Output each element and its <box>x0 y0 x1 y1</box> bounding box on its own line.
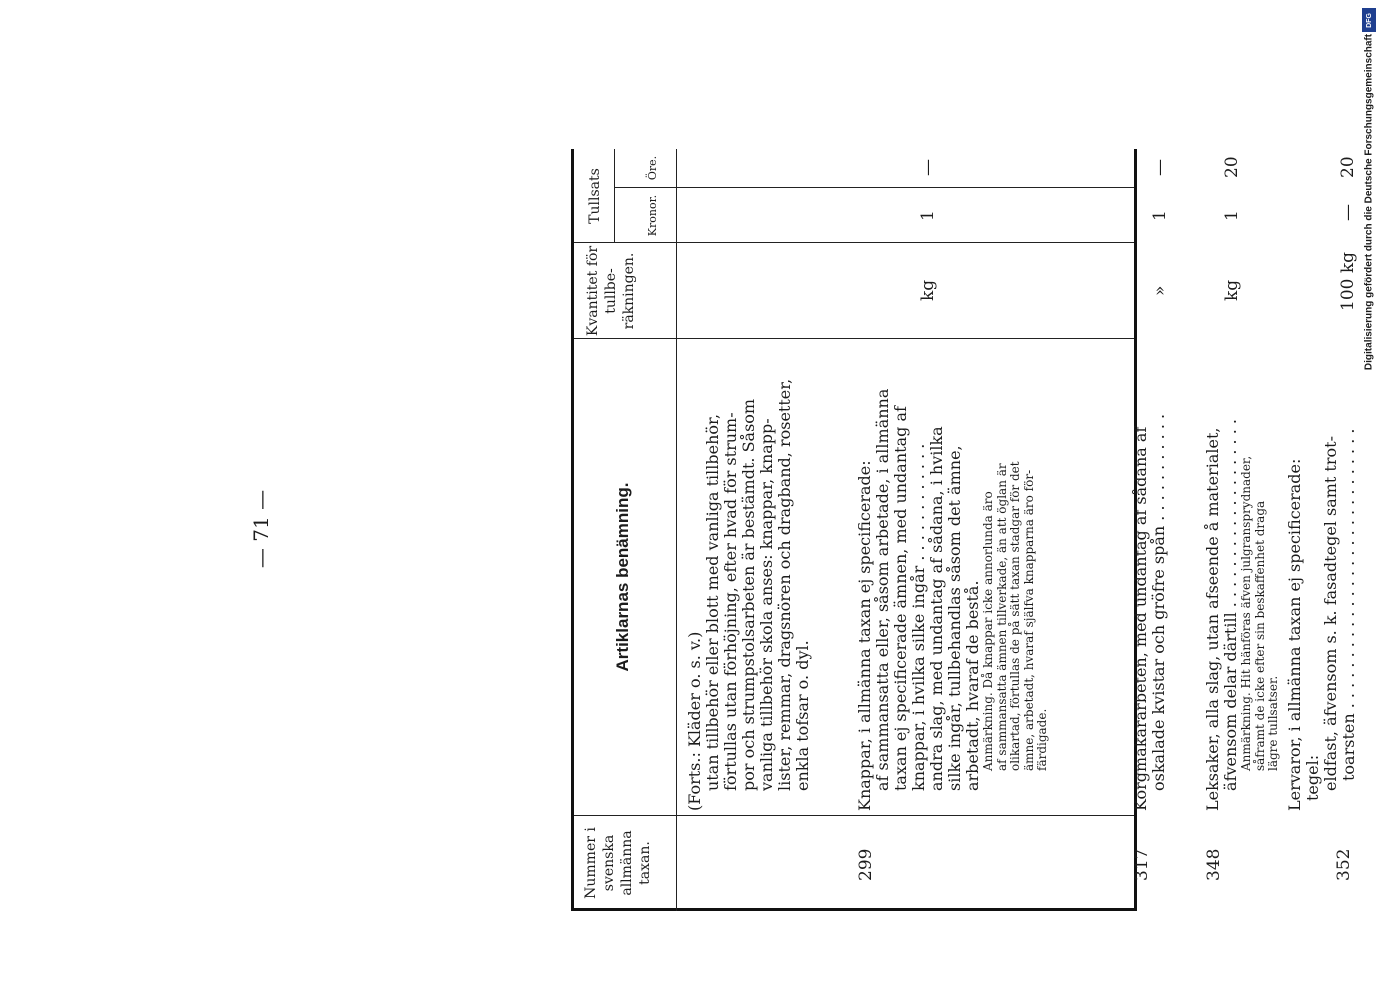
text-line: äfvensom delar därtill . . . . . . . . . . . . . . . . . . . <box>1221 419 1240 791</box>
header-quantity: Kvantitet för tullbe- räkningen. <box>585 245 637 337</box>
text-line: eldfast, äfvensom s. k. fasadtegel samt trot- <box>1321 436 1340 791</box>
text-line: Knappar, i allmänna taxan ej specificerade: <box>855 460 874 811</box>
note-line: Anmärkning. Hit hänföras äfven julgransprydnader, <box>1239 455 1253 771</box>
unit-317: » <box>1150 285 1170 296</box>
row-317 <box>1132 351 1168 811</box>
row-348 <box>1204 351 1281 811</box>
text-line: silke ingår, tullbehandlas såsom det ämne, <box>945 445 964 791</box>
text-line: arbetadt, hvaraf de bestå. <box>963 580 982 791</box>
funding-sidebar <box>1362 8 1376 396</box>
row-number-348: 348 <box>1204 848 1224 881</box>
ore-352: 20 <box>1338 156 1358 178</box>
kronor-348: 1 <box>1222 210 1242 221</box>
row-number-299: 299 <box>856 848 876 881</box>
kronor-299: 1 <box>918 210 938 221</box>
header-article: Artiklarnas benämning. <box>613 482 632 672</box>
note-line: lägre tullsatser. <box>1266 675 1280 771</box>
text-line: oskalade kvistar och gröfre spån . . . . . . . . . . . <box>1149 413 1168 791</box>
header-ore: Öre. <box>646 155 659 181</box>
text-line: af sammansatta eller, såsom arbetade, i allmänna <box>873 388 892 791</box>
text-line: Lervaror, i allmänna taxan ej specificerade: <box>1285 458 1304 811</box>
note-line: ämne, arbetadt, hvaraf själfva knapparna äro för- <box>1021 469 1036 771</box>
text-line: vanliga tillbehör skola anses: knappar, knapp- <box>757 418 776 791</box>
row-299 <box>856 351 1050 811</box>
text-line: Korgmakararbeten, med undantag af sådana af <box>1131 426 1150 811</box>
note-line: såframt de icke efter sin beskaffenhet draga <box>1252 500 1267 771</box>
row-continuation <box>686 351 812 811</box>
kronor-317: 1 <box>1150 210 1170 221</box>
text-line: förtullas utan förhöjning, efter hvad för strum- <box>721 412 740 791</box>
text-line: taxan ej specificerade ämnen, med undantag af <box>891 406 910 791</box>
text-line: toarsten . . . . . . . . . . . . . . . . . . . . . . . . . . . . <box>1339 428 1358 781</box>
dfg-logo-icon <box>1362 8 1376 32</box>
row-number-352: 352 <box>1334 848 1354 881</box>
row-number-317: 317 <box>1132 848 1152 881</box>
header-number: Nummer i svenska allmänna taxan. <box>583 827 653 899</box>
funding-note: Digitalisierung gefördert durch die Deutsche Forschungsgemeinschaft <box>1363 33 1375 371</box>
text-line: lister, remmar, dragsnören och dragband, rosetter, <box>775 378 794 791</box>
text-line: enkla tofsar o. dyl. <box>793 640 812 791</box>
ore-317: — <box>1150 159 1170 176</box>
unit-352: 100 kg <box>1338 251 1358 311</box>
ore-299: — <box>918 159 938 176</box>
note-line: Anmärkning. Då knappar icke annorlunda äro <box>981 491 995 771</box>
unit-299: kg <box>918 279 938 301</box>
text-line: utan tillbehör eller blott med vanliga tillbehör, <box>703 413 722 791</box>
note-348 <box>1240 351 1281 791</box>
text-line: (Forts.: Kläder o. s. v.) <box>685 631 704 811</box>
logo-text: DFG <box>1365 12 1373 28</box>
unit-348: kg <box>1222 279 1242 301</box>
ore-348: 20 <box>1222 156 1242 178</box>
header-kronor: Kronor. <box>646 194 659 237</box>
note-line: af sammansatta ämnen tillverkade, än att öglan är <box>994 463 1009 771</box>
note-line: olikartad, förtullas de på sätt taxan stadgar för det <box>1008 461 1022 771</box>
text-line: andra slag, med undantag af sådana, i hvilka <box>927 426 946 791</box>
rotated-document <box>241 139 1358 919</box>
text-line: tegel: <box>1303 754 1322 801</box>
row-352 <box>1286 351 1358 811</box>
note-line: färdigade. <box>1035 708 1049 771</box>
text-line: Leksaker, alla slag, utan afseende å materialet, <box>1203 427 1222 811</box>
tariff-table <box>571 149 1358 911</box>
page-number: — 71 — <box>249 489 273 569</box>
header-tariff: Tullsats <box>587 168 603 224</box>
kronor-352: — <box>1338 204 1358 221</box>
text-line: por och strumpstolsarbeten är bestämdt. Såsom <box>739 398 758 791</box>
note-299 <box>982 351 1050 791</box>
text-line: knappar, i hvilka silke ingår . . . . . . . . . . . . <box>909 443 928 791</box>
